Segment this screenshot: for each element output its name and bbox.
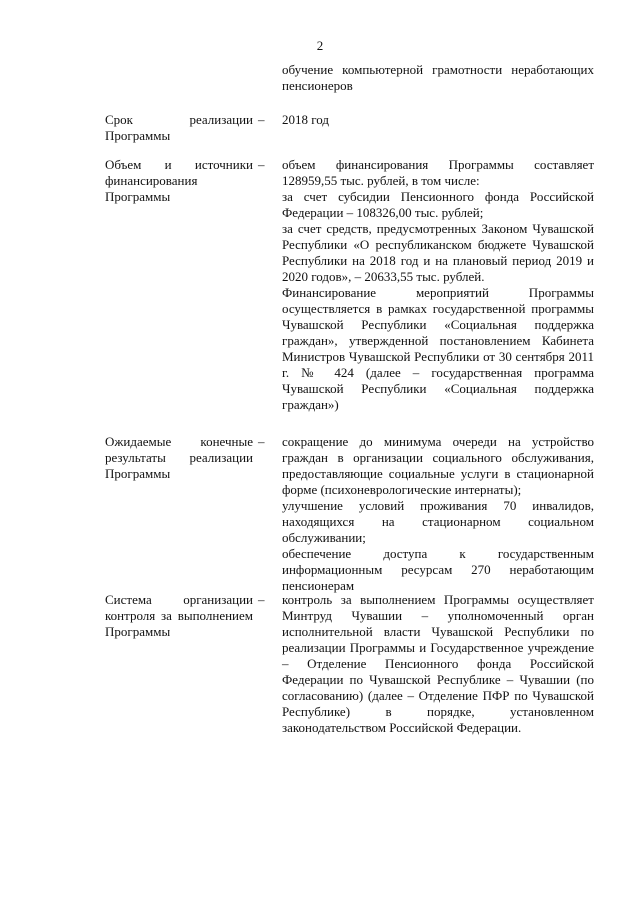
row-value <box>282 592 594 736</box>
intro-paragraph: обучение компьютерной грамотности неработающих пенсионеров <box>282 62 594 93</box>
row-paragraph: обеспечение доступа к государственным информационным ресурсам 270 неработающим пенсионерам <box>282 546 594 593</box>
row-paragraph: улучшение условий проживания 70 инвалидов, находящихся на стационарном социальном обслуживании; <box>282 498 594 545</box>
row-paragraph: за счет средств, предусмотренных Законом Чувашской Республики «О республиканском бюджете Чувашской Республики на 2018 год и на плановый период 2019 и 2020 годов», – 20633,55 тыс. рублей. <box>282 221 594 284</box>
row-paragraph: за счет субсидии Пенсионного фонда Российской Федерации – 108326,00 тыс. рублей; <box>282 189 594 220</box>
row-dash: – <box>258 434 265 449</box>
intro-text <box>282 62 594 94</box>
row-paragraph: объем финансирования Программы составляет 128959,55 тыс. рублей, в том числе: <box>282 157 594 188</box>
row-dash: – <box>258 592 265 607</box>
row-paragraph: Финансирование мероприятий Программы осуществляется в рамках государственной программы Чувашской Республики «Социальная поддержка граждан», утвержденной постановлением Кабинета Министров Чувашской Республики от 30 сентября 2011 г. № 424 (далее – государственная программа Чувашской Республики «Социальная поддержка граждан») <box>282 285 594 412</box>
row-label: Срок реализации Программы <box>105 112 253 143</box>
row-label: Объем и источники финансирования Программы <box>105 157 253 204</box>
row-dash: – <box>258 112 265 127</box>
row-paragraph: сокращение до минимума очереди на устройство граждан в организации социального обслуживания, предоставляющие социальные услуги в стационарной форме (психоневрологические интернаты); <box>282 434 594 497</box>
row-paragraph: контроль за выполнением Программы осуществляет Минтруд Чувашии – уполномоченный орган исполнительной власти Чувашской Республики по реализации Программы и Государственное учреждение – Отделение Пенсионного фонда Российской Федерации по Чувашской Республике – Чувашии (по согласованию) (далее – Отделение ПФР по Чувашской Республике) в порядке, установленном законодательством Российской Федерации. <box>282 592 594 735</box>
row-value <box>282 434 594 594</box>
row-label: Система организации контроля за выполнением Программы <box>105 592 253 639</box>
row-dash: – <box>258 157 265 172</box>
row-value <box>282 112 594 128</box>
row-value <box>282 157 594 413</box>
row-paragraph: 2018 год <box>282 112 329 127</box>
page-number: 2 <box>316 38 324 53</box>
row-label: Ожидаемые конечные результаты реализации Программы <box>105 434 253 481</box>
